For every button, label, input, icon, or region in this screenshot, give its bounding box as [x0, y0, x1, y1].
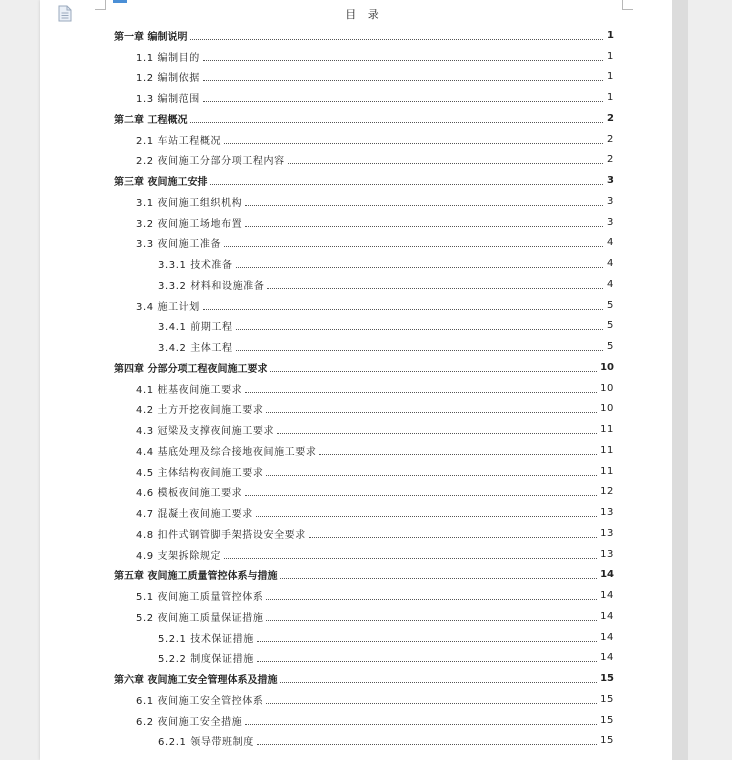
- toc-entry[interactable]: [114, 689, 614, 710]
- toc-entry[interactable]: [114, 710, 614, 731]
- toc-entry-label: 第三章 夜间施工安排: [114, 177, 208, 189]
- toc-entry-page-number: 15: [600, 714, 614, 726]
- toc-entry[interactable]: [114, 585, 614, 606]
- toc-entry-label: 3.1 夜间施工组织机构: [136, 197, 243, 209]
- dot-leader: [267, 288, 603, 289]
- dot-leader: [203, 60, 603, 61]
- toc-entry-page-number: 5: [607, 341, 614, 353]
- toc-entry-page-number: 3: [607, 195, 614, 207]
- toc-entry[interactable]: [114, 461, 614, 482]
- toc-entry-label: 6.2 夜间施工安全措施: [136, 716, 243, 728]
- toc-entry[interactable]: [114, 502, 614, 523]
- dot-leader: [270, 371, 597, 372]
- toc-entry-page-number: 11: [600, 424, 614, 436]
- toc-entry[interactable]: [114, 544, 614, 565]
- toc-entry-label: 1.1 编制目的: [136, 52, 200, 64]
- toc-entry-page-number: 3: [607, 216, 614, 228]
- toc-entry-label: 3.3.1 技术准备: [158, 260, 233, 272]
- dot-leader: [224, 558, 597, 559]
- toc-entry-page-number: 15: [600, 673, 614, 685]
- toc-entry[interactable]: [114, 274, 614, 295]
- toc-entry[interactable]: [114, 25, 614, 46]
- dot-leader: [245, 724, 597, 725]
- toc-entry-page-number: 15: [600, 693, 614, 705]
- toc-entry[interactable]: [114, 316, 614, 337]
- dot-leader: [236, 329, 603, 330]
- dot-leader: [277, 433, 597, 434]
- document-icon[interactable]: [58, 5, 72, 22]
- toc-entry[interactable]: [114, 336, 614, 357]
- dot-leader: [236, 267, 603, 268]
- toc-entry-label: 4.5 主体结构夜间施工要求: [136, 467, 264, 479]
- toc-entry-page-number: 10: [600, 361, 614, 373]
- toc-entry-page-number: 2: [607, 133, 614, 145]
- toc-entry[interactable]: [114, 233, 614, 254]
- dot-leader: [245, 226, 603, 227]
- dot-leader: [257, 641, 597, 642]
- toc-entry-label: 第一章 编制说明: [114, 31, 188, 43]
- toc-entry-label: 3.4 施工计划: [136, 301, 200, 313]
- dot-leader: [256, 516, 597, 517]
- toc-entry-page-number: 14: [600, 569, 614, 581]
- toc-entry[interactable]: [114, 648, 614, 669]
- toc-entry-label: 5.1 夜间施工质量管控体系: [136, 592, 264, 604]
- toc-entry-page-number: 10: [600, 403, 614, 415]
- toc-entry-page-number: 1: [607, 71, 614, 83]
- toc-entry-label: 4.1 桩基夜间施工要求: [136, 384, 243, 396]
- toc-entry[interactable]: [114, 606, 614, 627]
- toc-entry-label: 1.2 编制依据: [136, 73, 200, 85]
- toc-entry-page-number: 11: [600, 444, 614, 456]
- toc-entry[interactable]: [114, 295, 614, 316]
- toc-entry-page-number: 1: [607, 29, 614, 41]
- toc-entry-label: 5.2.2 制度保证措施: [158, 654, 254, 666]
- toc-entry-label: 4.7 混凝土夜间施工要求: [136, 509, 253, 521]
- toc-entry-page-number: 5: [607, 320, 614, 332]
- dot-leader: [319, 454, 597, 455]
- margin-corner-top-left: [95, 0, 106, 10]
- toc-entry-page-number: 14: [600, 631, 614, 643]
- toc-entry[interactable]: [114, 731, 614, 752]
- toc-entry-label: 6.2.1 领导带班制度: [158, 737, 254, 749]
- dot-leader: [257, 661, 597, 662]
- toc-entry-page-number: 4: [607, 237, 614, 249]
- toc-entry[interactable]: [114, 357, 614, 378]
- dot-leader: [288, 163, 603, 164]
- toc-entry[interactable]: [114, 523, 614, 544]
- toc-entry-page-number: 4: [607, 278, 614, 290]
- toc-entry[interactable]: [114, 565, 614, 586]
- toc-entry[interactable]: [114, 253, 614, 274]
- toc-entry[interactable]: [114, 67, 614, 88]
- toc-entry[interactable]: [114, 191, 614, 212]
- toc-entry-label: 2.2 夜间施工分部分项工程内容: [136, 156, 285, 168]
- toc-entry-page-number: 14: [600, 590, 614, 602]
- toc-entry-page-number: 2: [607, 154, 614, 166]
- toc-entry[interactable]: [114, 668, 614, 689]
- toc-entry-page-number: 14: [600, 610, 614, 622]
- dot-leader: [190, 39, 603, 40]
- table-of-contents: [114, 25, 614, 751]
- toc-entry[interactable]: [114, 46, 614, 67]
- toc-entry[interactable]: [114, 399, 614, 420]
- dot-leader: [266, 412, 597, 413]
- toc-entry-label: 4.9 支架拆除规定: [136, 550, 222, 562]
- dot-leader: [203, 309, 603, 310]
- toc-entry-page-number: 14: [600, 652, 614, 664]
- toc-title: 目 录: [345, 8, 383, 21]
- toc-entry-page-number: 11: [600, 465, 614, 477]
- toc-entry[interactable]: [114, 419, 614, 440]
- toc-entry[interactable]: [114, 482, 614, 503]
- toc-entry-label: 4.6 模板夜间施工要求: [136, 488, 243, 500]
- toc-entry-page-number: 3: [607, 175, 614, 187]
- toc-entry-label: 1.3 编制范围: [136, 94, 200, 106]
- toc-entry-page-number: 13: [600, 548, 614, 560]
- toc-entry-label: 4.8 扣件式钢管脚手架搭设安全要求: [136, 529, 306, 541]
- toc-entry[interactable]: [114, 150, 614, 171]
- toc-entry-label: 3.4.2 主体工程: [158, 343, 233, 355]
- toc-entry-label: 第二章 工程概况: [114, 114, 188, 126]
- toc-entry-label: 6.1 夜间施工安全管控体系: [136, 695, 264, 707]
- toc-entry[interactable]: [114, 440, 614, 461]
- dot-leader: [224, 143, 603, 144]
- toc-entry[interactable]: [114, 129, 614, 150]
- toc-entry[interactable]: [114, 170, 614, 191]
- toc-entry-label: 3.3 夜间施工准备: [136, 239, 222, 251]
- dot-leader: [203, 101, 603, 102]
- toc-entry-label: 3.2 夜间施工场地布置: [136, 218, 243, 230]
- toc-entry-label: 5.2 夜间施工质量保证措施: [136, 612, 264, 624]
- toc-entry-label: 4.2 土方开挖夜间施工要求: [136, 405, 264, 417]
- dot-leader: [266, 475, 597, 476]
- toc-entry-label: 第六章 夜间施工安全管理体系及措施: [114, 675, 278, 687]
- toc-entry-label: 4.4 基底处理及综合接地夜间施工要求: [136, 446, 317, 458]
- toc-entry-page-number: 13: [600, 507, 614, 519]
- dot-leader: [266, 620, 597, 621]
- toc-entry-label: 4.3 冠梁及支撑夜间施工要求: [136, 426, 275, 438]
- toc-entry-page-number: 2: [607, 112, 614, 124]
- toc-entry-label: 第四章 分部分项工程夜间施工要求: [114, 363, 268, 375]
- dot-leader: [224, 246, 603, 247]
- dot-leader: [236, 350, 603, 351]
- dot-leader: [245, 205, 603, 206]
- toc-entry-page-number: 15: [600, 735, 614, 747]
- dot-leader: [266, 703, 597, 704]
- toc-entry-page-number: 5: [607, 299, 614, 311]
- dot-leader: [190, 122, 603, 123]
- scroll-gutter: [672, 0, 688, 760]
- dot-leader: [257, 744, 597, 745]
- toc-entry[interactable]: [114, 212, 614, 233]
- toc-entry-label: 2.1 车站工程概况: [136, 135, 222, 147]
- toc-entry[interactable]: [114, 627, 614, 648]
- dot-leader: [245, 392, 597, 393]
- toc-entry-label: 第五章 夜间施工质量管控体系与措施: [114, 571, 278, 583]
- toc-entry[interactable]: [114, 108, 614, 129]
- toc-entry-label: 3.4.1 前期工程: [158, 322, 233, 334]
- dot-leader: [245, 495, 597, 496]
- toc-entry-page-number: 13: [600, 527, 614, 539]
- dot-leader: [210, 184, 603, 185]
- margin-corner-top-right: [622, 0, 633, 10]
- dot-leader: [203, 80, 603, 81]
- toc-entry[interactable]: [114, 87, 614, 108]
- text-cursor-marker: [113, 0, 127, 3]
- toc-entry-page-number: 12: [600, 486, 614, 498]
- toc-entry-page-number: 4: [607, 258, 614, 270]
- toc-entry-page-number: 10: [600, 382, 614, 394]
- dot-leader: [309, 537, 597, 538]
- dot-leader: [280, 682, 597, 683]
- dot-leader: [266, 599, 597, 600]
- toc-entry-page-number: 1: [607, 92, 614, 104]
- toc-entry-label: 5.2.1 技术保证措施: [158, 633, 254, 645]
- dot-leader: [280, 578, 597, 579]
- toc-entry-label: 3.3.2 材料和设施准备: [158, 280, 265, 292]
- toc-entry[interactable]: [114, 378, 614, 399]
- toc-entry-page-number: 1: [607, 50, 614, 62]
